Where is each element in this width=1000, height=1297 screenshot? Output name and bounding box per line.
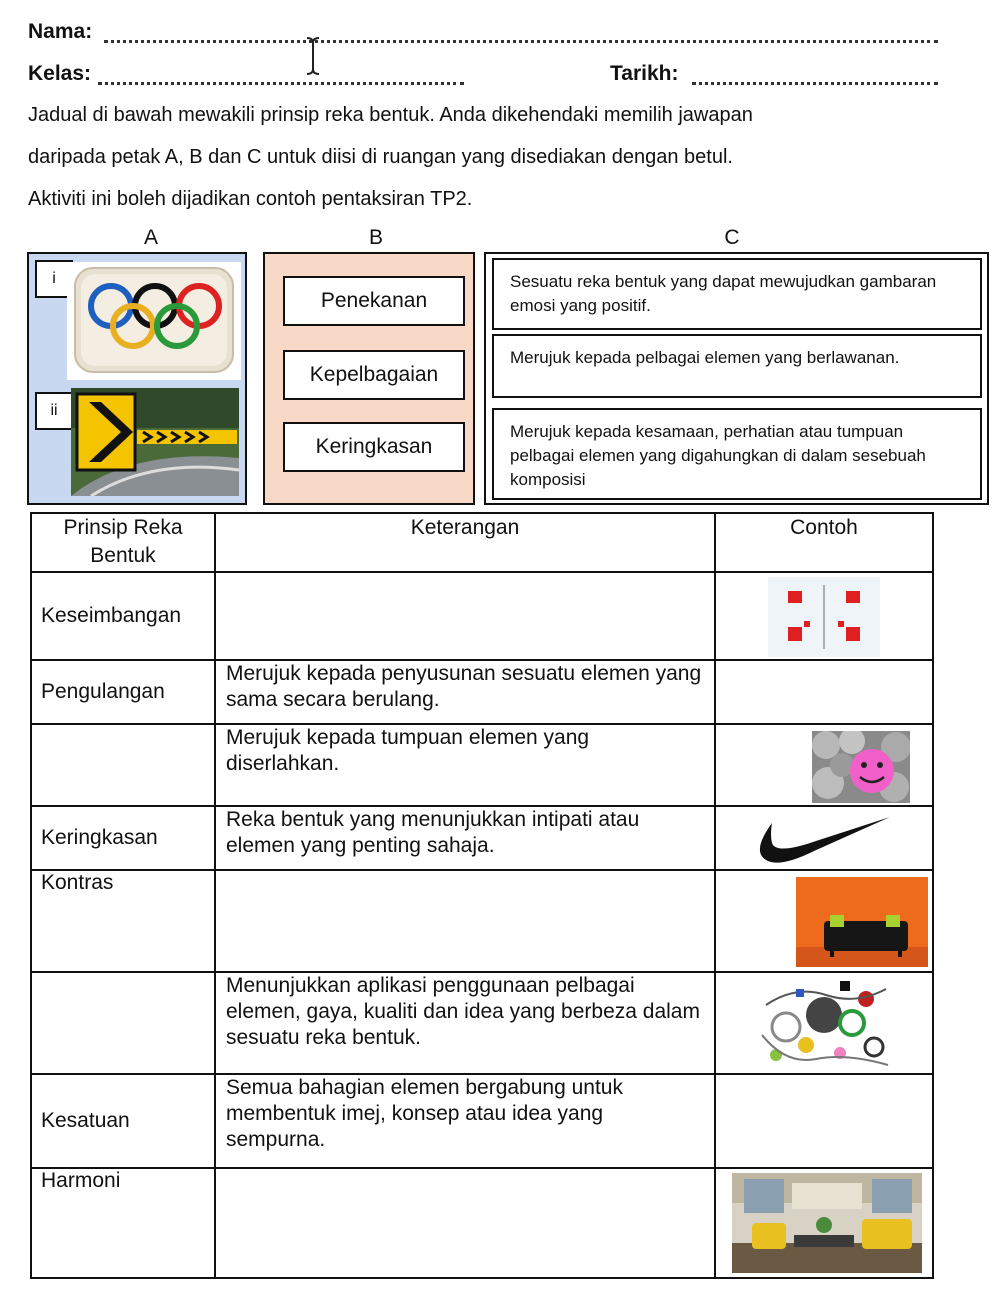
prinsip-cell: Kesatuan — [31, 1074, 215, 1168]
prinsip-cell: Keringkasan — [31, 806, 215, 870]
contoh-cell — [715, 972, 933, 1074]
road-chevron-image[interactable] — [71, 388, 239, 496]
definition-kesamaan-tumpuan[interactable]: Merujuk kepada kesamaan, perhatian atau tumpuan pelbagai elemen yang digahungkan di dalam sesebuah komposisi — [492, 408, 982, 500]
keterangan-cell: Semua bahagian elemen bergabung untuk membentuk imej, konsep atau idea yang sempurna. — [215, 1074, 715, 1168]
column-a-heading: A — [143, 226, 158, 249]
swoosh-logo-image — [754, 813, 894, 865]
instruction-line-3: Aktiviti ini boleh dijadikan contoh pentaksiran TP2. — [28, 188, 473, 210]
contoh-cell — [715, 1168, 933, 1278]
item-i-label: i — [35, 260, 73, 298]
option-keringkasan[interactable]: Keringkasan — [283, 422, 465, 472]
keterangan-cell-blank[interactable] — [215, 1168, 715, 1278]
contoh-cell — [715, 572, 933, 660]
keterangan-cell: Merujuk kepada tumpuan elemen yang diserlahkan. — [215, 724, 715, 806]
prinsip-cell-blank[interactable] — [31, 972, 215, 1074]
table-row — [31, 660, 933, 724]
table-row — [31, 870, 933, 972]
tarikh-label: Tarikh: — [610, 62, 679, 85]
header-keterangan: Keterangan — [215, 513, 715, 572]
header-contoh: Contoh — [715, 513, 933, 572]
nama-label: Nama: — [28, 20, 93, 43]
tarikh-field[interactable] — [692, 80, 938, 85]
prinsip-cell: Keseimbangan — [31, 572, 215, 660]
option-kepelbagaian[interactable]: Kepelbagaian — [283, 350, 465, 400]
header-prinsip: Prinsip Reka Bentuk — [31, 513, 215, 572]
contoh-cell — [715, 806, 933, 870]
prinsip-cell: Kontras — [31, 870, 215, 972]
contoh-cell — [715, 724, 933, 806]
kelas-row — [28, 62, 938, 86]
prinsip-cell: Harmoni — [31, 1168, 215, 1278]
kelas-field[interactable] — [98, 80, 464, 85]
nama-row — [28, 20, 938, 44]
keterangan-cell-blank[interactable] — [215, 870, 715, 972]
table-row — [31, 724, 933, 806]
keterangan-cell-blank[interactable] — [215, 572, 715, 660]
harmony-living-room-image — [732, 1173, 922, 1273]
item-ii-label: ii — [35, 392, 73, 430]
emphasis-smiley-image — [812, 731, 910, 803]
section-a-panel — [27, 252, 247, 505]
column-b-heading: B — [368, 226, 383, 249]
table-row — [31, 806, 933, 870]
table-row — [31, 1168, 933, 1278]
nama-field[interactable] — [104, 38, 938, 43]
kelas-label: Kelas: — [28, 62, 92, 85]
table-row — [31, 572, 933, 660]
prinsip-cell: Pengulangan — [31, 660, 215, 724]
olympic-rings-image[interactable] — [67, 262, 241, 380]
contrast-sofa-image — [796, 877, 928, 967]
keterangan-cell: Merujuk kepada penyusunan sesuatu elemen yang sama secara berulang. — [215, 660, 715, 724]
definition-elemen-berlawanan[interactable]: Merujuk kepada pelbagai elemen yang berlawanan. — [492, 334, 982, 398]
instruction-line-2: daripada petak A, B dan C untuk diisi di ruangan yang disediakan dengan betul. — [28, 146, 733, 168]
keterangan-cell: Menunjukkan aplikasi penggunaan pelbagai elemen, gaya, kualiti dan idea yang berbeza dalam sesuatu reka bentuk. — [215, 972, 715, 1074]
definition-emosi-positif[interactable]: Sesuatu reka bentuk yang dapat mewujudkan gambaran emosi yang positif. — [492, 258, 982, 330]
table-row — [31, 972, 933, 1074]
contoh-cell-blank[interactable] — [715, 660, 933, 724]
keterangan-cell: Reka bentuk yang menunjukkan intipati atau elemen yang penting sahaja. — [215, 806, 715, 870]
prinsip-cell-blank[interactable] — [31, 724, 215, 806]
table-row — [31, 1074, 933, 1168]
contoh-cell — [715, 870, 933, 972]
balance-squares-image — [768, 577, 880, 657]
column-c-heading: C — [724, 226, 740, 249]
section-c-panel — [484, 252, 989, 505]
variety-collage-image — [756, 975, 894, 1071]
instruction-line-1: Jadual di bawah mewakili prinsip reka bentuk. Anda dikehendaki memilih jawapan — [28, 104, 753, 126]
principles-table — [30, 512, 934, 1279]
table-header-row — [31, 513, 933, 572]
section-b-panel — [263, 252, 475, 505]
option-penekanan[interactable]: Penekanan — [283, 276, 465, 326]
contoh-cell-blank[interactable] — [715, 1074, 933, 1168]
